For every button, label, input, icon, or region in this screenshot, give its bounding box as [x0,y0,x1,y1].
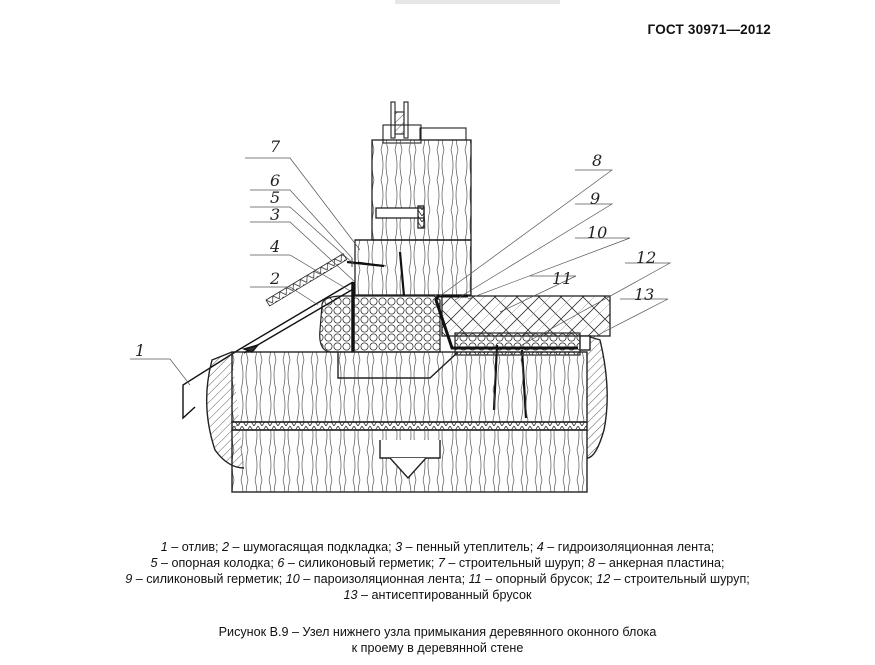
wall-log [207,336,608,492]
support-bar [442,296,610,336]
callout-5: 5 [270,188,281,207]
callout-3: 3 [270,205,281,224]
caption-line-2: к проему в деревянной стене [351,641,524,655]
figure-legend [0,539,875,603]
legend-line: 13 – антисептированный брусок [343,588,532,602]
figure-caption [0,624,875,656]
legend-line: 5 – опорная колодка; 6 – силиконовый герметик; 7 – строительный шуруп; 8 – анкерная пластина; [150,556,725,570]
callout-9: 9 [590,189,601,208]
legend-line: 9 – силиконовый герметик; 10 – пароизоляционная лента; 11 – опорный брусок; 12 – строительный шуруп; [125,572,750,586]
callout-13: 13 [634,285,655,304]
legend-line: 1 – отлив; 2 – шумогасящая подкладка; 3 – пенный утеплитель; 4 – гидроизоляционная лента; [160,540,715,554]
callout-2: 2 [270,269,281,288]
standard-header: ГОСТ 30971—2012 [647,22,771,37]
callout-6: 6 [270,171,281,190]
callout-4: 4 [270,237,281,256]
window-glazing [383,102,466,143]
callout-1: 1 [135,341,146,360]
callout-11: 11 [552,269,573,288]
callout-7: 7 [270,137,281,156]
callout-10: 10 [587,223,608,242]
callout-12: 12 [636,248,657,267]
callout-8: 8 [592,151,603,170]
window-frame [355,140,471,295]
caption-line-1: Рисунок В.9 – Узел нижнего узла примыкания деревянного оконного блока [218,625,657,639]
